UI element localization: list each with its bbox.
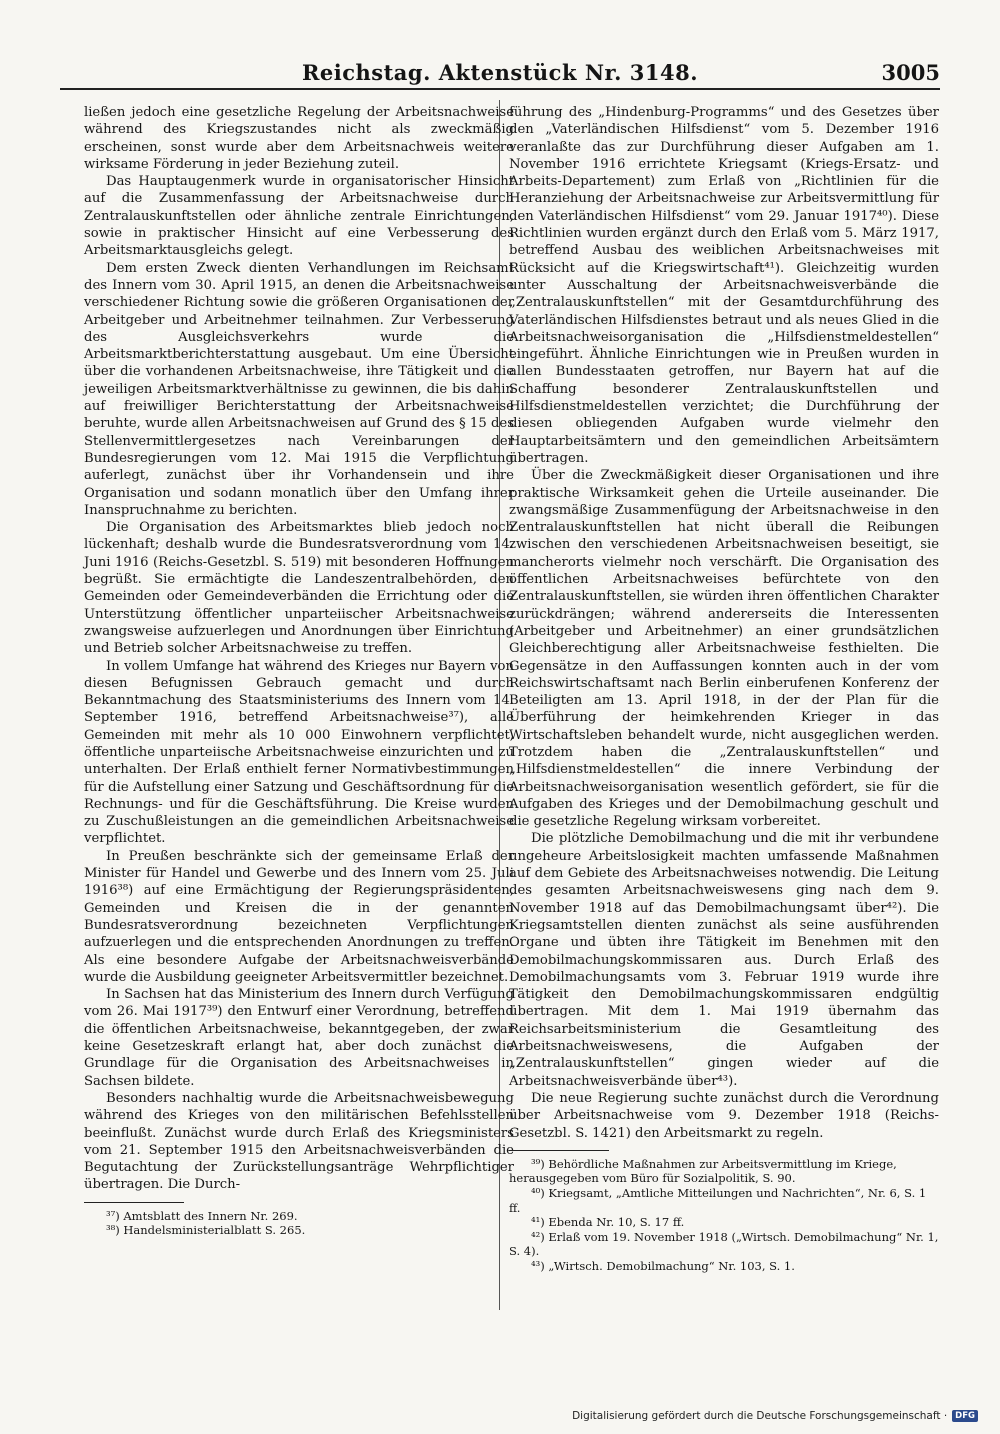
paragraph: führung des „Hindenburg-Programms“ und des Gesetzes über den „Vaterländischen Hilfsdienst“ vom 5. Dezember 1916 veranlaßte das zur Durchführung dieser Aufgaben am 1. November 1916 errichtete Kriegsamt (Kriegs-Ersatz- und Arbeits-Departement) zum Erlaß von „Richtlinien für die Heranziehung der Arbeitsnachweise zur Arbeitsvermittlung für den Vaterländischen Hilfsdienst“ vom 29. Januar 1917⁴⁰). Diese Richtlinien wurden ergänzt durch den Erlaß vom 5. März 1917, betreffend Ausbau des weiblichen Arbeitsnachweises mit Rücksicht auf die Kriegswirtschaft⁴¹). Gleichzeitig wurden unter Ausschaltung der Arbeitsnachweisverbände die „Zentralauskunftstellen“ mit der Gesamtdurchführung des Vaterländischen Hilfsdienstes betraut und als neues Glied in die Arbeitsnachweisorganisation die „Hilfsdienstmeldestellen“ eingeführt. Ähnliche Einrichtungen wie in Preußen wurden in allen Bundesstaaten getroffen, nur Bayern hat auf die Schaffung besonderer Zentralauskunftstellen und Hilfsdienstmeldestellen verzichtet; die Durchführung der diesen obliegenden Aufgaben wurde vielmehr den Hauptarbeitsämtern und den gemeindlichen Arbeitsämtern übertragen. [509, 105, 940, 466]
footnote: ³⁷) Amtsblatt des Innern Nr. 269. [106, 1208, 298, 1223]
left-column [84, 104, 514, 1238]
page-header [60, 58, 940, 90]
paragraph: Die neue Regierung suchte zunächst durch die Verordnung über Arbeitsnachweise vom 9. Dezember 1918 (Reichs-Gesetzbl. S. 1421) den Arbeitsmarkt zu regeln. [509, 1090, 939, 1141]
dfg-logo: DFG [952, 1410, 978, 1422]
footnote-separator [509, 1150, 609, 1151]
paragraph: Besonders nachhaltig wurde die Arbeitsnachweisbewegung während des Krieges von den militärischen Befehlsstellen beeinflußt. Zunächst wurde durch Erlaß des Kriegsministers vom 21. September 1915 den Arbeitsnachweisverbänden die Begutachtung der Zurückstellungsanträge Wehrpflichtiger übertragen. Die Durch- [84, 1090, 514, 1193]
header-title: Reichstag. Aktenstück Nr. 3148. [301, 60, 699, 85]
footnote: ⁴²) Erlaß vom 19. November 1918 („Wirtsch. Demobilmachung“ Nr. 1, S. 4). [509, 1229, 939, 1259]
paragraph: Die plötzliche Demobilmachung und die mit ihr verbundene ungeheure Arbeitslosigkeit machten umfassende Maßnahmen auf dem Gebiete des Arbeitsnachweises notwendig. Die Leitung des gesamten Arbeitsnachweiswesens ging nach dem 9. November 1918 auf das Demobilmachungsamt über⁴²). Die Kriegsamtstellen dienten zunächst als seine ausführenden Organe und übten ihre Tätigkeit im Benehmen mit den Demobilmachungskommissaren aus. Durch Erlaß des Demobilmachungsamts vom 3. Februar 1919 wurde ihre Tätigkeit den Demobilmachungskommissaren endgültig übertragen. Mit dem 1. Mai 1919 übernahm das Reichsarbeitsministerium die Gesamtleitung des Arbeitsnachweiswesens, die Aufgaben der „Zentralauskunftstellen“ gingen wieder auf die Arbeitsnachweisverbände über⁴³). [509, 831, 939, 1089]
paragraph: Über die Zweckmäßigkeit dieser Organisationen und ihre praktische Wirksamkeit gehen die Urteile auseinander. Die zwangsmäßige Zusammenfügung der Arbeitsnachweise in den Zentralauskunftstellen hat nicht überall die Reibungen zwischen den verschiedenen Arbeitsnachweisen beseitigt, sie mancherorts vielmehr noch verschärft. Die Organisation des öffentlichen Arbeitsnachweises befürchtete von den Zentralauskunftstellen, sie würden ihren öffentlichen Charakter zurückdrängen; während andererseits die Interessenten (Arbeitgeber und Arbeitnehmer) an einer grundsätzlichen Gleichberechtigung aller Arbeitsnachweise festhielten. Die Gegensätze in den Auffassungen konnten auch in der vom Reichswirtschaftsamt nach Berlin einberufenen Konferenz der Beteiligten am 13. April 1918, in der der Plan für die Überführung der heimkehrenden Krieger in das Wirtschaftsleben behandelt wurde, nicht ausgeglichen werden. Trotzdem haben die „Zentralauskunftstellen“ und „Hilfsdienstmeldestellen“ die innere Verbindung der Arbeitsnachweisorganisation wesentlich gefördert, sie für die Aufgaben des Krieges und der Demobilmachung geschult und die gesetzliche Regelung wirksam vorbereitet. [509, 468, 939, 830]
paragraph: Dem ersten Zweck dienten Verhandlungen im Reichsamt des Innern vom 30. April 1915, an denen die Arbeitsnachweise verschiedener Richtung sowie die größeren Organisationen der Arbeitgeber und Arbeitnehmer teilnahmen. Zur Verbesserung des Ausgleichsverkehrs wurde die Arbeitsmarktberichterstattung ausgebaut. Um eine Übersicht über die vorhandenen Arbeitsnachweise, ihre Tätigkeit und die jeweiligen Arbeitsmarktverhältnisse zu gewinnen, die bis dahin auf freiwilliger Berichterstattung der Arbeitsnachweise beruhte, wurde allen Arbeitsnachweisen auf Grund des § 15 des Stellenvermittlergesetzes nach Vereinbarungen der Bundesregierungen vom 12. Mai 1915 die Verpflichtung auferlegt, zunächst über ihr Vorhandensein und ihre Organisation und sodann monatlich über den Umfang ihrer Inanspruchnahme zu berichten. [84, 260, 514, 518]
paragraph: In Sachsen hat das Ministerium des Innern durch Verfügung vom 26. Mai 1917³⁹) den Entwurf einer Verordnung, betreffend die öffentlichen Arbeitsnachweise, bekanntgegeben, der zwar keine Gesetzeskraft erlangt hat, aber doch zunächst die Grundlage für die Organisation des Arbeitsnachweises in Sachsen bildete. [84, 987, 514, 1089]
footnote-separator [84, 1202, 184, 1203]
footnote: ³⁹) Behördliche Maßnahmen zur Arbeitsvermittlung im Kriege, herausgegeben vom Büro für Sozialpolitik, S. 90. [509, 1156, 897, 1186]
page-number: 3005 [881, 60, 940, 85]
paragraph: In Preußen beschränkte sich der gemeinsame Erlaß der Minister für Handel und Gewerbe und des Innern vom 25. Juli 1916³⁸) auf eine Ermächtigung der Regierungspräsidenten, Gemeinden und Kreisen die in der genannten Bundesratsverordnung bezeichneten Verpflichtungen aufzuerlegen und die entsprechenden Anordnungen zu treffen. Als eine besondere Aufgabe der Arbeitsnachweisverbände wurde die Ausbildung geeigneter Arbeitsvermittler bezeichnet. [84, 848, 514, 985]
footnote: ⁴⁰) Kriegsamt, „Amtliche Mitteilungen und Nachrichten“, Nr. 6, S. 1 ff. [509, 1186, 927, 1215]
footnote: ⁴³) „Wirtsch. Demobilmachung“ Nr. 103, S. 1. [531, 1258, 795, 1273]
paragraph: Die Organisation des Arbeitsmarktes blieb jedoch noch lückenhaft; deshalb wurde die Bundesratsverordnung vom 14. Juni 1916 (Reichs-Gesetzbl. S. 519) mit besonderen Hoffnungen begrüßt. Sie ermächtigte die Landeszentralbehörden, den Gemeinden oder Gemeindeverbänden die Errichtung oder die Unterstützung öffentlicher unparteiischer Arbeitsnachweise zwangsweise aufzuerlegen und Anordnungen über Einrichtung und Betrieb solcher Arbeitsnachweise zu treffen. [84, 520, 514, 657]
credit-text: Digitalisierung gefördert durch die Deutsche Forschungsgemeinschaft · [572, 1410, 948, 1422]
paragraph: In vollem Umfange hat während des Krieges nur Bayern von diesen Befugnissen Gebrauch gemacht und durch Bekanntmachung des Staatsministeriums des Innern vom 14. September 1916, betreffend Arbeitsnachweise³⁷), alle Gemeinden mit mehr als 10 000 Einwohnern verpflichtet, öffentliche unparteiische Arbeitsnachweise einzurichten und zu unterhalten. Der Erlaß enthielt ferner Normativbestimmungen für die Aufstellung einer Satzung und Geschäftsordnung für die Rechnungs- und für die Geschäftsführung. Die Kreise wurden zu Zuschußleistungen an die gemeindlichen Arbeitsnachweise verpflichtet. [84, 658, 514, 847]
footnote: ³⁸) Handelsministerialblatt S. 265. [106, 1223, 306, 1238]
footnote: ⁴¹) Ebenda Nr. 10, S. 17 ff. [531, 1215, 685, 1230]
digitization-credit [572, 1410, 978, 1422]
paragraph: Das Hauptaugenmerk wurde in organisatorischer Hinsicht auf die Zusammenfassung der Arbeitsnachweise durch Zentralauskunftstellen oder ähnliche zentrale Einrichtungen, sowie in praktischer Hinsicht auf eine Verbesserung des Arbeitsmarktausgleichs gelegt. [84, 174, 514, 259]
paragraph: ließen jedoch eine gesetzliche Regelung der Arbeitsnachweise während des Kriegszustandes nicht als zweckmäßig erscheinen, sonst wurde aber dem Arbeitsnachweis weitere wirksame Förderung in jeder Beziehung zuteil. [84, 105, 514, 172]
right-column [509, 104, 939, 1274]
